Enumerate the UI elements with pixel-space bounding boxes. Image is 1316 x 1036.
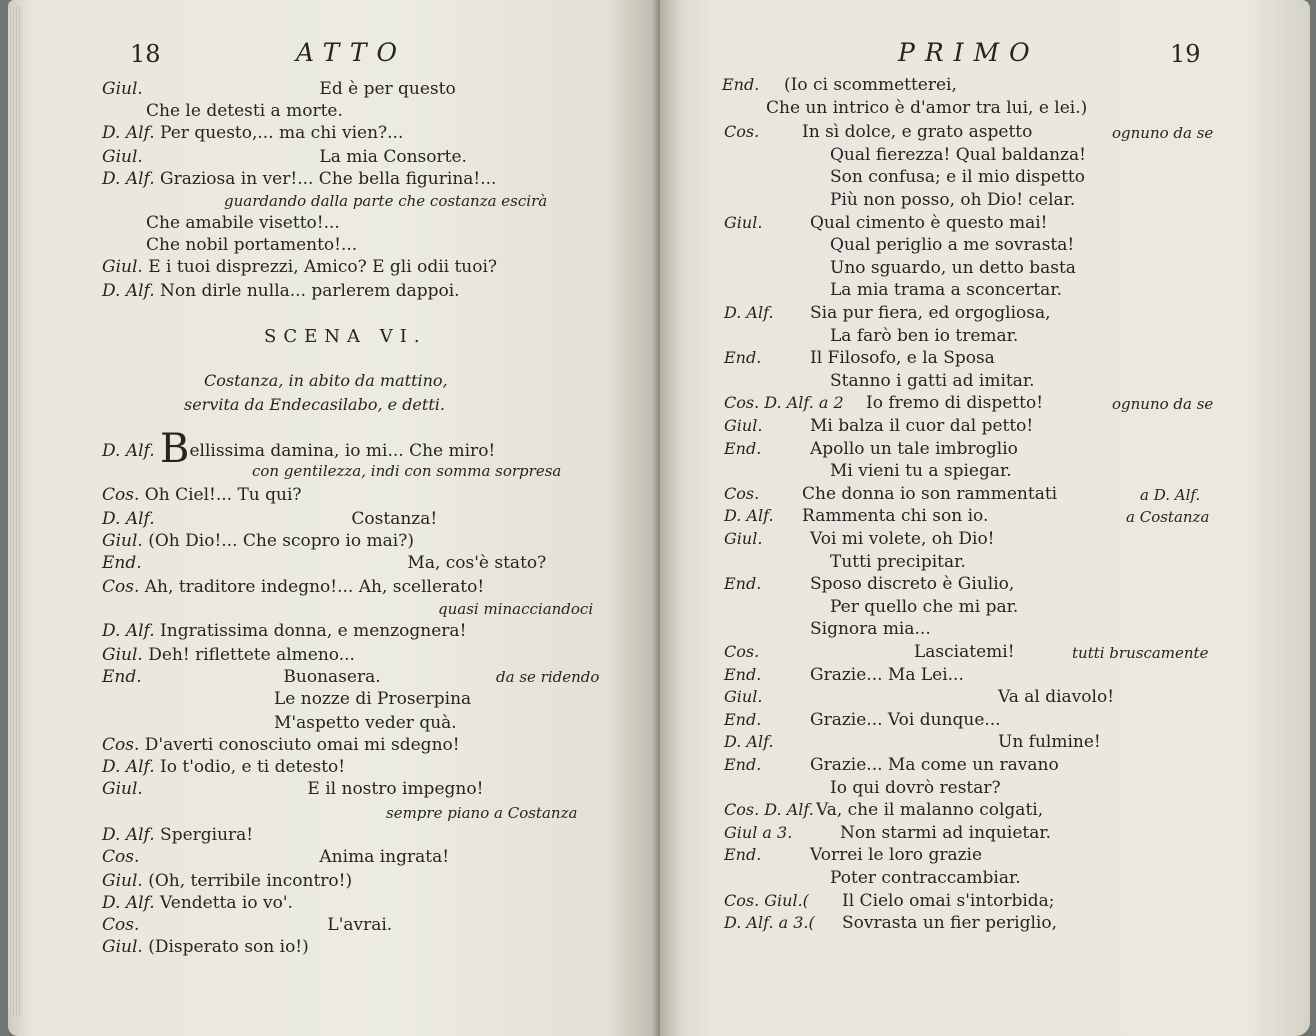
dialogue-text: Mi balza il cuor dal petto! <box>810 416 1034 436</box>
dialogue-line <box>102 666 381 688</box>
dialogue-text: Va, che il malanno colgati, <box>816 800 1044 821</box>
dialogue-text: Io t'odio, e ti detesto! <box>160 757 346 777</box>
dialogue-text: M'aspetto veder quà. <box>274 713 457 733</box>
speaker-label: End. <box>102 667 142 687</box>
dialogue-text: Grazie... Ma Lei... <box>810 664 964 685</box>
speaker-label: Giul a 3. <box>724 822 793 842</box>
dialogue-text: Va al diavolo! <box>998 687 1115 708</box>
speaker-label: Giul. <box>102 257 143 277</box>
dialogue-line <box>102 778 483 800</box>
page-number: 19 <box>1170 40 1201 68</box>
stage-direction: ognuno da se <box>1112 395 1214 414</box>
dialogue-line <box>102 870 352 892</box>
dialogue-text: La mia Consorte. <box>319 147 467 167</box>
speaker-label: D. Alf. <box>102 123 155 143</box>
speaker-label: D. Alf. <box>724 506 774 526</box>
dialogue-text: Mi vieni tu a spiegar. <box>830 461 1012 482</box>
dialogue-text: Buonasera. <box>283 667 381 687</box>
stage-direction: sempre piano a Costanza <box>386 804 578 822</box>
speaker-label: D. Alf. a 3.( <box>724 913 815 933</box>
dialogue-line <box>102 734 460 756</box>
left-page <box>8 0 660 1036</box>
dialogue-text: Per quello che mi par. <box>830 596 1019 617</box>
speaker-label: End. <box>722 75 760 94</box>
speaker-label: D. Alf. <box>724 303 774 322</box>
dialogue-text: Non dirle nulla... parlerem dappoi. <box>160 281 460 301</box>
speaker-label: Cos. <box>102 915 140 935</box>
speaker-label: Cos. Giul.( <box>724 890 809 910</box>
dialogue-line <box>102 280 460 302</box>
dialogue-text: Sia pur fiera, ed orgogliosa, <box>810 303 1051 323</box>
dialogue-line <box>274 712 457 734</box>
speaker-label: Giul. <box>102 779 143 799</box>
drop-cap: B <box>160 426 190 472</box>
dialogue-text: Io qui dovrò restar? <box>830 777 1001 798</box>
page-number: 18 <box>130 40 161 68</box>
dialogue-line <box>102 936 309 958</box>
dialogue-line <box>146 212 340 234</box>
dialogue-text: Costanza! <box>351 509 438 529</box>
page-edges <box>8 6 22 1016</box>
right-page <box>660 0 1310 1036</box>
dialogue-text: (Oh Dio!... Che scopro io mai?) <box>148 531 414 551</box>
speaker-label: Cos. <box>102 847 140 867</box>
dialogue-line <box>102 484 302 506</box>
stage-direction: quasi minacciandoci <box>438 600 594 618</box>
dialogue-text: Vendetta io vo'. <box>160 893 293 913</box>
dialogue-line <box>146 100 343 122</box>
dialogue-text: Grazie... Ma come un ravano <box>810 755 1059 775</box>
opening-line <box>102 426 496 472</box>
speaker-label: D. Alf. <box>724 732 774 752</box>
stage-direction: a D. Alf. <box>1140 485 1201 504</box>
dialogue-line <box>102 620 466 642</box>
dialogue-line <box>102 824 253 846</box>
dialogue-line <box>496 666 599 688</box>
dialogue-text: Ed è per questo <box>319 79 456 99</box>
dialogue-text: Che un intrico è d'amor tra lui, e lei.) <box>766 97 1088 118</box>
speaker-label: Cos. D. Alf. <box>724 800 814 820</box>
dialogue-line <box>102 914 392 936</box>
dialogue-text: Ah, traditore indegno!... Ah, scellerato! <box>144 577 485 597</box>
dialogue-text: L'avrai. <box>327 915 393 935</box>
speaker-label: End. <box>724 845 762 865</box>
speaker-label: End. <box>724 348 762 368</box>
dialogue-line <box>146 234 357 256</box>
dialogue-line <box>102 78 456 100</box>
dialogue-text: Oh Ciel!... Tu qui? <box>144 485 302 505</box>
speaker-label: Giul. <box>102 147 143 167</box>
stage-direction: tutti bruscamente <box>1072 644 1209 662</box>
speaker-label: End. <box>102 553 142 573</box>
running-head: ATTO <box>296 38 407 67</box>
speaker-label: Giul. <box>724 687 763 707</box>
dialogue-text: Che donna io son rammentati <box>802 483 1058 504</box>
stage-direction: guardando dalla parte che costanza escirà <box>224 192 548 210</box>
dialogue-line <box>224 190 547 212</box>
dialogue-line <box>102 756 345 778</box>
dialogue-line <box>102 846 449 868</box>
dialogue-text: Il Cielo omai s'intorbida; <box>842 890 1055 911</box>
dialogue-text: Voi mi volete, oh Dio! <box>810 529 995 549</box>
speaker-label: End. <box>724 438 762 458</box>
dialogue-line <box>102 168 496 190</box>
dialogue-text: Che le detesti a morte. <box>146 101 343 121</box>
dialogue-line <box>274 688 471 710</box>
running-head: PRIMO <box>898 38 1040 67</box>
stage-direction: a Costanza <box>1126 508 1210 527</box>
dialogue-line <box>102 146 467 168</box>
dialogue-text: Io fremo di dispetto! <box>866 393 1044 414</box>
speaker-label: D. Alf. <box>102 757 155 777</box>
dialogue-text: Anima ingrata! <box>319 847 450 867</box>
scene-stage-direction: Costanza, in abito da mattino, <box>204 371 448 390</box>
dialogue-line <box>102 256 497 278</box>
speaker-label: Cos. D. Alf. a 2 <box>724 393 844 413</box>
dialogue-text: (Oh, terribile incontro!) <box>148 871 353 891</box>
dialogue-line <box>386 802 577 824</box>
speaker-label: Cos. <box>102 735 140 755</box>
speaker-label: Cos. <box>724 642 760 661</box>
dialogue-text: Più non posso, oh Dio! celar. <box>830 190 1076 210</box>
dialogue-text: La mia trama a sconcertar. <box>830 280 1062 301</box>
dialogue-text: Rammenta chi son io. <box>802 506 989 527</box>
dialogue-text: Deh! riflettete almeno... <box>148 645 355 665</box>
speaker-label: D. Alf. <box>102 825 155 845</box>
dialogue-line <box>252 460 561 482</box>
dialogue-line <box>102 552 546 574</box>
speaker-label: End. <box>724 664 762 684</box>
speaker-label: Cos. <box>724 122 760 142</box>
speaker-label: Giul. <box>724 529 763 548</box>
dialogue-text: Uno sguardo, un detto basta <box>830 257 1076 278</box>
scene-stage-direction: servita da Endecasilabo, e detti. <box>184 395 445 414</box>
dialogue-line <box>438 598 593 620</box>
dialogue-text: Spergiura! <box>160 825 254 845</box>
dialogue-text: Signora mia... <box>810 619 931 640</box>
dialogue-text: Un fulmine! <box>998 732 1101 753</box>
dialogue-text: Ingratissima donna, e menzognera! <box>160 621 467 641</box>
dialogue-text: Graziosa in ver!... Che bella figurina!... <box>160 169 497 189</box>
dialogue-line <box>102 576 484 598</box>
dialogue-text: Che nobil portamento!... <box>146 235 358 255</box>
speaker-label: Cos. <box>102 577 140 597</box>
dialogue-text: ellissima damina, io mi... Che miro! <box>189 441 496 461</box>
stage-direction: ognuno da se <box>1112 124 1214 143</box>
speaker-label: Giul. <box>102 645 143 665</box>
dialogue-text: Apollo un tale imbroglio <box>810 438 1018 459</box>
dialogue-text: Non starmi ad inquietar. <box>840 822 1052 843</box>
speaker-label: D. Alf. <box>102 281 155 301</box>
speaker-label: Giul. <box>724 212 763 232</box>
speaker-label: Giul. <box>724 416 763 435</box>
dialogue-text: Sposo discreto è Giulio, <box>810 574 1015 595</box>
dialogue-text: Sovrasta un fier periglio, <box>842 913 1057 934</box>
dialogue-line <box>102 508 437 530</box>
dialogue-text: Il Filosofo, e la Sposa <box>810 348 995 369</box>
dialogue-text: Poter contraccambiar. <box>830 868 1021 888</box>
scene-title: SCENA VI. <box>264 326 427 347</box>
speaker-label: D. Alf. <box>102 621 155 641</box>
dialogue-text: In sì dolce, e grato aspetto <box>802 122 1033 143</box>
dialogue-text: Che amabile visetto!... <box>146 213 340 233</box>
speaker-label: End. <box>724 755 762 774</box>
speaker-label: Giul. <box>102 531 143 551</box>
dialogue-text: (Io ci scommetterei, <box>784 75 957 95</box>
speaker-label: D. Alf. <box>102 169 155 189</box>
dialogue-text: Qual fierezza! Qual baldanza! <box>830 144 1086 165</box>
dialogue-text: Qual periglio a me sovrasta! <box>830 235 1075 256</box>
dialogue-text: Vorrei le loro grazie <box>810 845 983 866</box>
dialogue-text: La farò ben io tremar. <box>830 325 1019 346</box>
speaker-label: Cos. <box>102 485 140 505</box>
dialogue-text: E i tuoi disprezzi, Amico? E gli odii tuoi? <box>148 257 498 277</box>
dialogue-text: Qual cimento è questo mai! <box>810 212 1048 233</box>
dialogue-text: (Disperato son io!) <box>148 937 309 957</box>
speaker-label: D. Alf. <box>102 893 155 913</box>
speaker-label: D. Alf. <box>102 441 155 461</box>
dialogue-text: Grazie... Voi dunque... <box>810 709 1001 730</box>
speaker-label: Giul. <box>102 871 143 891</box>
speaker-label: D. Alf. <box>102 509 155 529</box>
speaker-label: Giul. <box>102 79 143 99</box>
speaker-label: Cos. <box>724 483 760 503</box>
dialogue-line <box>102 122 403 144</box>
dialogue-line <box>102 892 293 914</box>
stage-direction: con gentilezza, indi con somma sorpresa <box>252 462 562 480</box>
dialogue-text: Stanno i gatti ad imitar. <box>830 370 1035 391</box>
dialogue-line <box>102 644 355 666</box>
dialogue-text: D'averti conosciuto omai mi sdegno! <box>144 735 460 755</box>
dialogue-text: Son confusa; e il mio dispetto <box>830 167 1085 188</box>
dialogue-text: Lasciatemi! <box>914 642 1015 662</box>
dialogue-line <box>102 530 414 552</box>
speaker-label: Giul. <box>102 937 143 957</box>
speaker-label: End. <box>724 574 762 594</box>
dialogue-text: E il nostro impegno! <box>307 779 484 799</box>
speaker-label: End. <box>724 709 762 729</box>
stage-direction: da se ridendo <box>496 668 600 686</box>
dialogue-text: Le nozze di Proserpina <box>274 689 472 709</box>
dialogue-text: Ma, cos'è stato? <box>407 553 547 573</box>
dialogue-text: Tutti precipitar. <box>830 551 966 572</box>
dialogue-text: Per questo,... ma chi vien?... <box>160 123 404 143</box>
